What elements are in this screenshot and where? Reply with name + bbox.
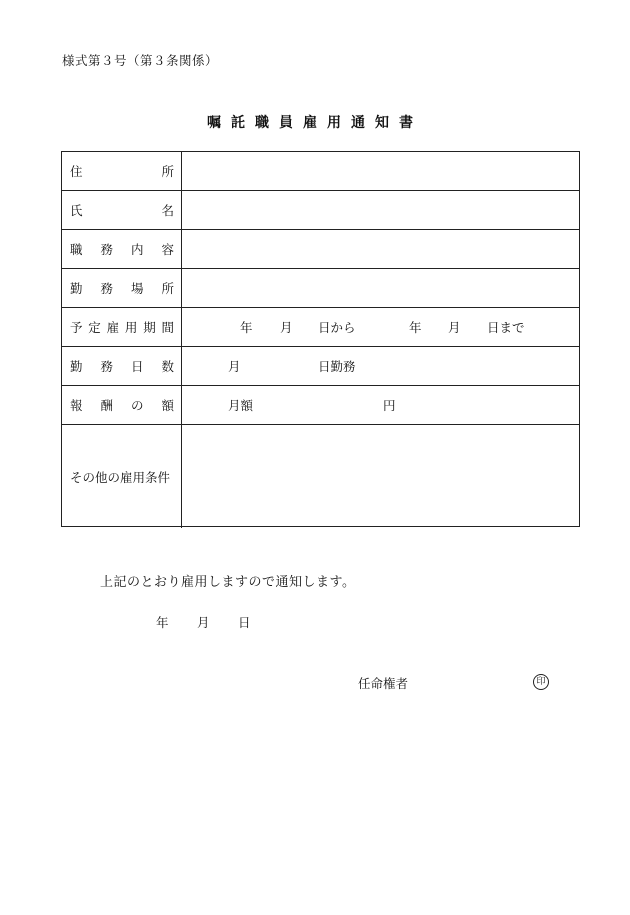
workdays-days: 日勤務	[318, 359, 356, 374]
value-duties[interactable]	[182, 230, 579, 268]
table-row-duties	[62, 230, 579, 269]
label-workplace: 勤 務 場 所	[62, 269, 182, 307]
period-until: 日まで	[487, 320, 525, 335]
date-year: 年	[156, 615, 169, 630]
table-row-other	[62, 425, 579, 528]
period-month2: 月	[448, 320, 461, 335]
value-workplace[interactable]	[182, 269, 579, 307]
pay-yen: 円	[383, 398, 396, 413]
value-workdays[interactable]	[182, 347, 579, 385]
label-other-conditions: その他の雇用条件	[62, 425, 182, 528]
table-row-address	[62, 152, 579, 191]
table-row-pay	[62, 386, 579, 425]
appointer-label: 任命権者	[358, 676, 409, 691]
value-address[interactable]	[182, 152, 579, 190]
value-period[interactable]	[182, 308, 579, 346]
document-title: 嘱託職員雇用通知書	[207, 115, 423, 131]
date-day: 日	[238, 615, 251, 630]
pay-monthly: 月額	[228, 398, 254, 413]
value-name[interactable]	[182, 191, 579, 229]
label-pay: 報 酬 の 額	[62, 386, 182, 424]
period-year: 年	[240, 320, 253, 335]
table-row-name	[62, 191, 579, 230]
label-workdays: 勤 務 日 数	[62, 347, 182, 385]
date-month: 月	[197, 615, 210, 630]
table-row-period	[62, 308, 579, 347]
value-other-conditions[interactable]	[182, 425, 579, 528]
employment-form-table	[61, 151, 580, 527]
value-pay[interactable]	[182, 386, 579, 424]
label-duties: 職 務 内 容	[62, 230, 182, 268]
workdays-month: 月	[228, 359, 241, 374]
notice-text: 上記のとおり雇用しますので通知します。	[100, 575, 356, 590]
seal-mark: 印	[533, 674, 549, 690]
label-period: 予 定 雇 用 期 間	[62, 308, 182, 346]
table-row-workplace	[62, 269, 579, 308]
period-year2: 年	[409, 320, 422, 335]
label-name: 氏 名	[62, 191, 182, 229]
label-address: 住 所	[62, 152, 182, 190]
period-month: 月	[280, 320, 293, 335]
form-number: 様式第３号（第３条関係）	[62, 53, 219, 68]
table-row-workdays	[62, 347, 579, 386]
period-from: 日から	[318, 320, 356, 335]
